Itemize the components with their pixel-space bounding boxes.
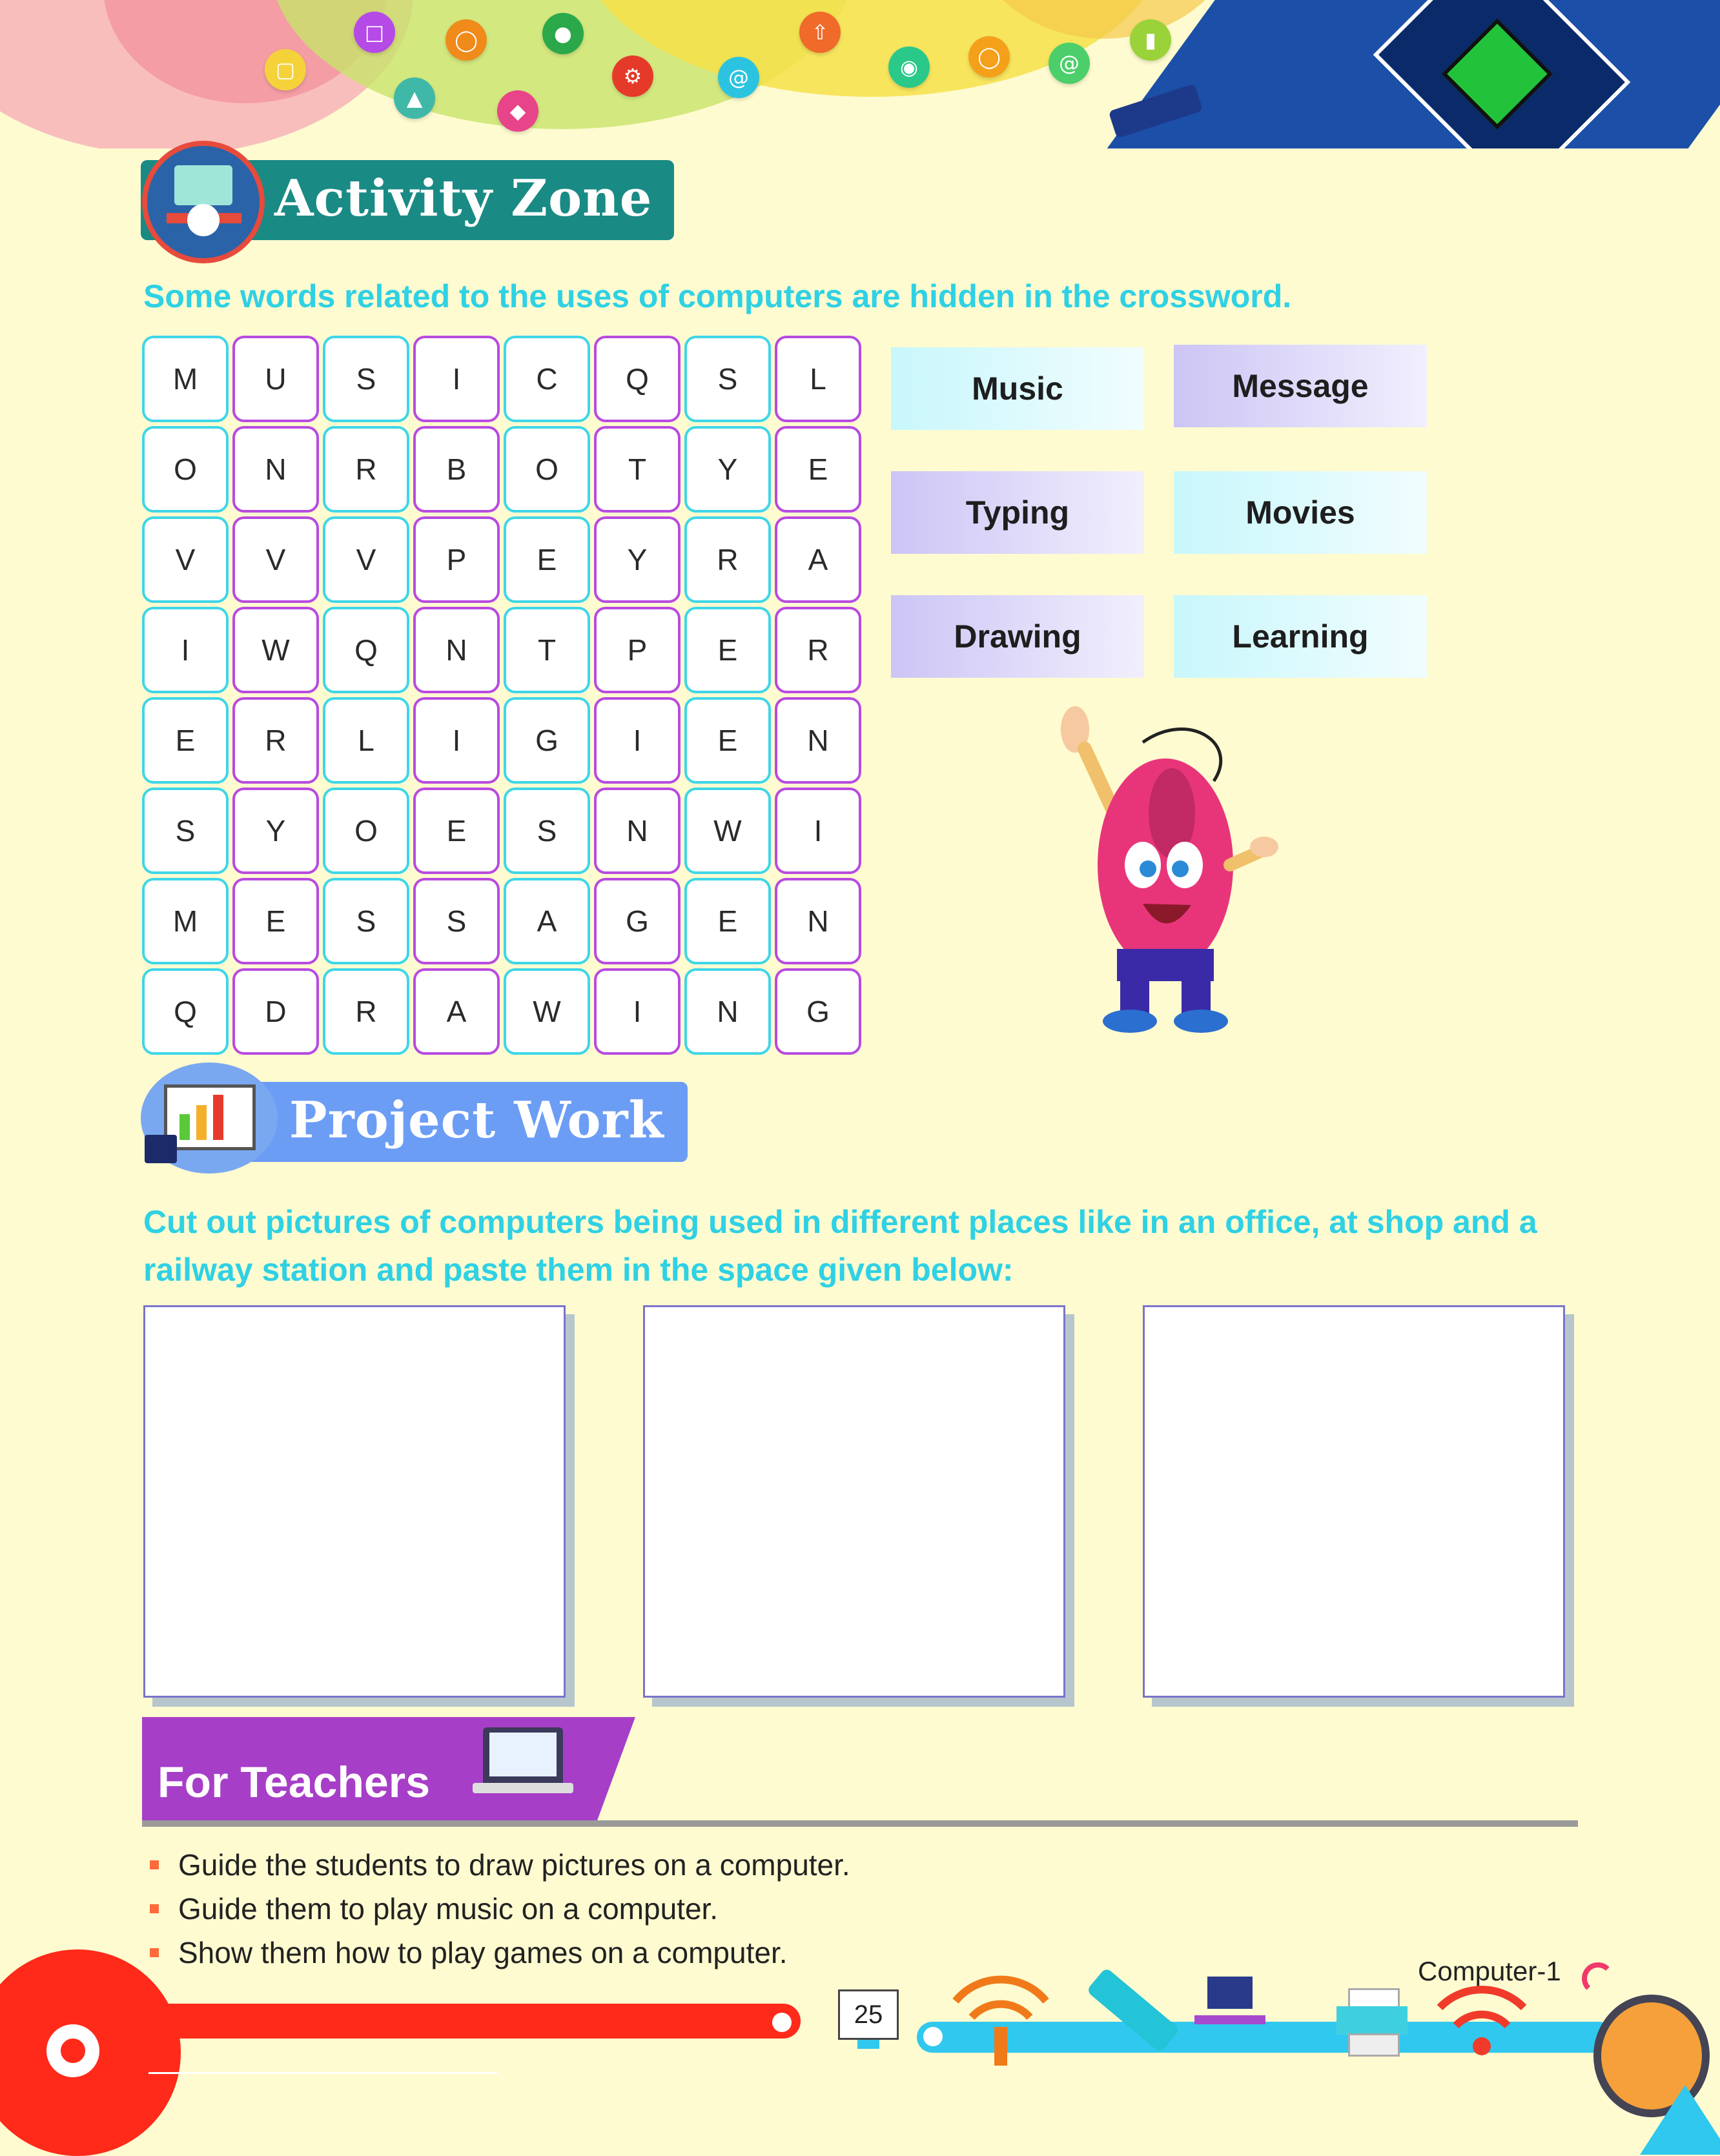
grid-cell: S [323,878,409,964]
word-card-drawing: Drawing [891,595,1144,678]
grid-cell: A [413,968,500,1055]
grid-cell: N [775,697,861,784]
grid-cell: E [232,878,319,964]
word-card-music: Music [891,347,1144,430]
grid-cell: N [232,426,319,513]
grid-cell: L [323,697,409,784]
printer-icon [1336,1988,1408,2053]
grid-cell: P [594,607,681,693]
grid-cell: E [684,878,771,964]
page-number: 25 [838,1989,899,2040]
for-teachers-divider [142,1820,1578,1827]
presentation-board-icon [141,1063,278,1174]
grid-cell: R [684,516,771,603]
word-card-movies: Movies [1174,471,1427,554]
grid-cell: G [504,697,590,784]
bullet-square-icon [150,1948,159,1957]
bullet-square-icon [150,1860,159,1869]
grid-cell: L [775,336,861,422]
project-instruction: Cut out pictures of computers being used in different places like in an office, at shop and a railway station and paste them in the space given below: [143,1204,1537,1288]
project-work-title: Project Work [289,1091,664,1150]
grid-cell: Q [323,607,409,693]
grid-cell: U [232,336,319,422]
grid-cell: E [684,607,771,693]
grid-cell: P [413,516,500,603]
grid-cell: W [504,968,590,1055]
folder-icon: □ [354,12,395,53]
corner-triangle-decoration [1640,2085,1720,2155]
at-sign-icon: @ [718,57,759,98]
grid-cell: N [684,968,771,1055]
grid-cell: R [232,697,319,784]
activity-zone-title: Activity Zone [274,169,653,228]
network-icon: ● [542,13,584,54]
grid-cell: Q [142,968,229,1055]
grid-cell: G [594,878,681,964]
grid-cell: O [504,426,590,513]
grid-cell: Y [684,426,771,513]
grid-cell: I [142,607,229,693]
word-search-grid [142,336,861,1055]
grid-cell: A [504,878,590,964]
grid-cell: R [323,968,409,1055]
grid-cell: T [594,426,681,513]
paste-box-shop [643,1305,1065,1698]
grid-cell: E [775,426,861,513]
grid-cell: I [594,968,681,1055]
computer-desk-icon [1194,1977,1265,2055]
gamepad-icon: ◆ [497,90,538,132]
grid-cell: N [413,607,500,693]
bullet-square-icon [150,1904,159,1913]
grid-cell: S [413,878,500,964]
grid-cell: S [323,336,409,422]
teacher-tip-3: Show them how to play games on a computer. [150,1935,788,1970]
grid-cell: I [775,788,861,874]
grid-cell: O [142,426,229,513]
grid-cell: B [413,426,500,513]
grid-cell: R [323,426,409,513]
grid-cell: W [684,788,771,874]
grid-cell: E [142,697,229,784]
mouse-icon-2: ◯ [968,36,1010,77]
footer-blue-bar-dot [923,2027,943,2046]
wifi-signal-icon [1433,1975,1530,2059]
grid-cell: O [323,788,409,874]
globe-icon: ◉ [888,46,930,88]
grid-cell: E [684,697,771,784]
footer-thin-line [148,2072,497,2074]
laptop-icon [483,1727,563,1787]
upload-icon: ⇧ [799,12,841,53]
teacher-tip-2: Guide them to play music on a computer. [150,1891,718,1926]
paste-box-railway [1143,1305,1565,1698]
grid-cell: S [684,336,771,422]
grid-cell: M [142,336,229,422]
paste-box-office [143,1305,566,1698]
teacher-tip-1: Guide the students to draw pictures on a computer. [150,1847,850,1882]
settings-gear-icon: ⚙ [612,56,653,97]
growth-chart-icon: ▲ [394,77,435,119]
footer-red-bar-dot [772,2013,792,2032]
signal-waves-icon [1582,1962,1614,1995]
grid-cell: S [142,788,229,874]
grid-cell: G [775,968,861,1055]
for-teachers-title: For Teachers [158,1758,431,1807]
grid-cell: V [142,516,229,603]
grid-cell: R [775,607,861,693]
grid-cell: I [594,697,681,784]
word-card-message: Message [1174,345,1427,427]
grid-cell: V [323,516,409,603]
grid-cell: I [413,697,500,784]
word-card-typing: Typing [891,471,1144,554]
grid-cell: Y [594,516,681,603]
grid-cell: N [594,788,681,874]
grid-cell: I [413,336,500,422]
grid-cell: W [232,607,319,693]
grid-cell: C [504,336,590,422]
wifi-antenna-icon [949,1969,1052,2066]
top-banner [0,0,1720,148]
grid-cell: D [232,968,319,1055]
grid-cell: E [504,516,590,603]
grid-cell: M [142,878,229,964]
word-card-learning: Learning [1174,595,1427,678]
grid-cell: A [775,516,861,603]
book-name: Computer-1 [1418,1956,1561,1986]
grid-cell: N [775,878,861,964]
bar-chart-icon: ▮ [1130,19,1171,61]
grid-cell: V [232,516,319,603]
at-sign-icon-2: @ [1049,43,1090,84]
grid-cell: E [413,788,500,874]
grid-cell: Q [594,336,681,422]
student-desk-icon [142,141,265,263]
mouse-mascot-illustration [1046,704,1278,1039]
grid-cell: T [504,607,590,693]
monitor-icon: ▢ [265,49,306,90]
crossword-instruction: Some words related to the uses of computers are hidden in the crossword. [143,278,1292,314]
wifi-signal-corner-icon [0,1949,181,2156]
mouse-icon: ◯ [445,19,487,61]
page-number-stand [857,2040,879,2049]
grid-cell: Y [232,788,319,874]
grid-cell: S [504,788,590,874]
